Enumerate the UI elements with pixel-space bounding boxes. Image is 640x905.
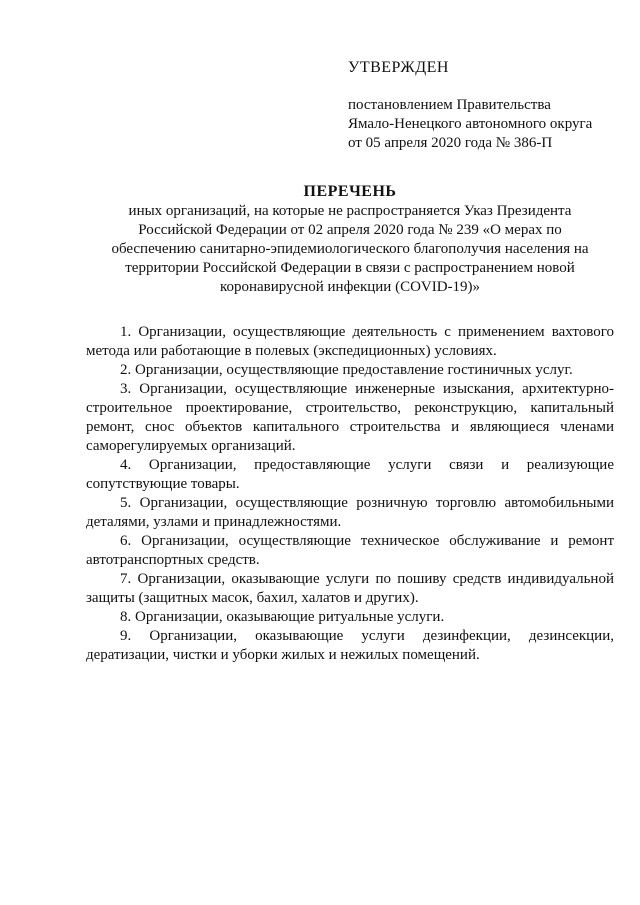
heading-line: Российской Федерации от 02 апреля 2020 года № 239 «О мерах по bbox=[138, 222, 562, 238]
list-item: 9. Организации, оказывающие услуги дезинфекции, дезинсекции, дератизации, чистки и уборки жилых и нежилых помещений. bbox=[86, 628, 614, 663]
list-item: 7. Организации, оказывающие услуги по пошиву средств индивидуальной защиты (защитных масок, бахил, халатов и других). bbox=[86, 571, 614, 606]
list-item: 5. Организации, осуществляющие розничную торговлю автомобильными деталями, узлами и принадлежностями. bbox=[86, 495, 614, 530]
list-item: 6. Организации, осуществляющие техническое обслуживание и ремонт автотранспортных средств. bbox=[86, 533, 614, 568]
heading-line: коронавирусной инфекции (COVID-19)» bbox=[219, 279, 481, 295]
heading-line: иных организаций, на которые не распространяется Указ Президента bbox=[128, 203, 572, 219]
approval-line-resolution: постановлением Правительства bbox=[348, 97, 551, 113]
approval-line-date-number: от 05 апреля 2020 года № 386-П bbox=[348, 135, 553, 151]
approved-stamp-title: УТВЕРЖДЕН bbox=[348, 59, 449, 76]
document-title: ПЕРЕЧЕНЬ bbox=[303, 183, 397, 200]
heading-line: территории Российской Федерации в связи с распространением новой bbox=[125, 260, 575, 276]
heading-line: обеспечению санитарно-эпидемиологического благополучия населения на bbox=[111, 241, 589, 257]
list-item: 1. Организации, осуществляющие деятельность с применением вахтового метода или работающие в полевых (экспедиционных) условиях. bbox=[86, 324, 614, 359]
approval-line-region: Ямало-Ненецкого автономного округа bbox=[348, 116, 593, 132]
approval-block bbox=[348, 58, 618, 153]
list-item: 2. Организации, осуществляющие предоставление гостиничных услуг. bbox=[120, 362, 573, 378]
organization-list bbox=[86, 323, 614, 665]
list-item: 4. Организации, предоставляющие услуги связи и реализующие сопутствующие товары. bbox=[86, 457, 614, 492]
list-item: 3. Организации, осуществляющие инженерные изыскания, архитектурно-строительное проектирование, строительство, реконструкцию, капитальный ремонт, снос объектов капитального строительства и являющиеся членами саморегулируемых организаций. bbox=[86, 381, 614, 454]
list-item: 8. Организации, оказывающие ритуальные услуги. bbox=[120, 609, 445, 625]
document-heading bbox=[95, 182, 605, 297]
